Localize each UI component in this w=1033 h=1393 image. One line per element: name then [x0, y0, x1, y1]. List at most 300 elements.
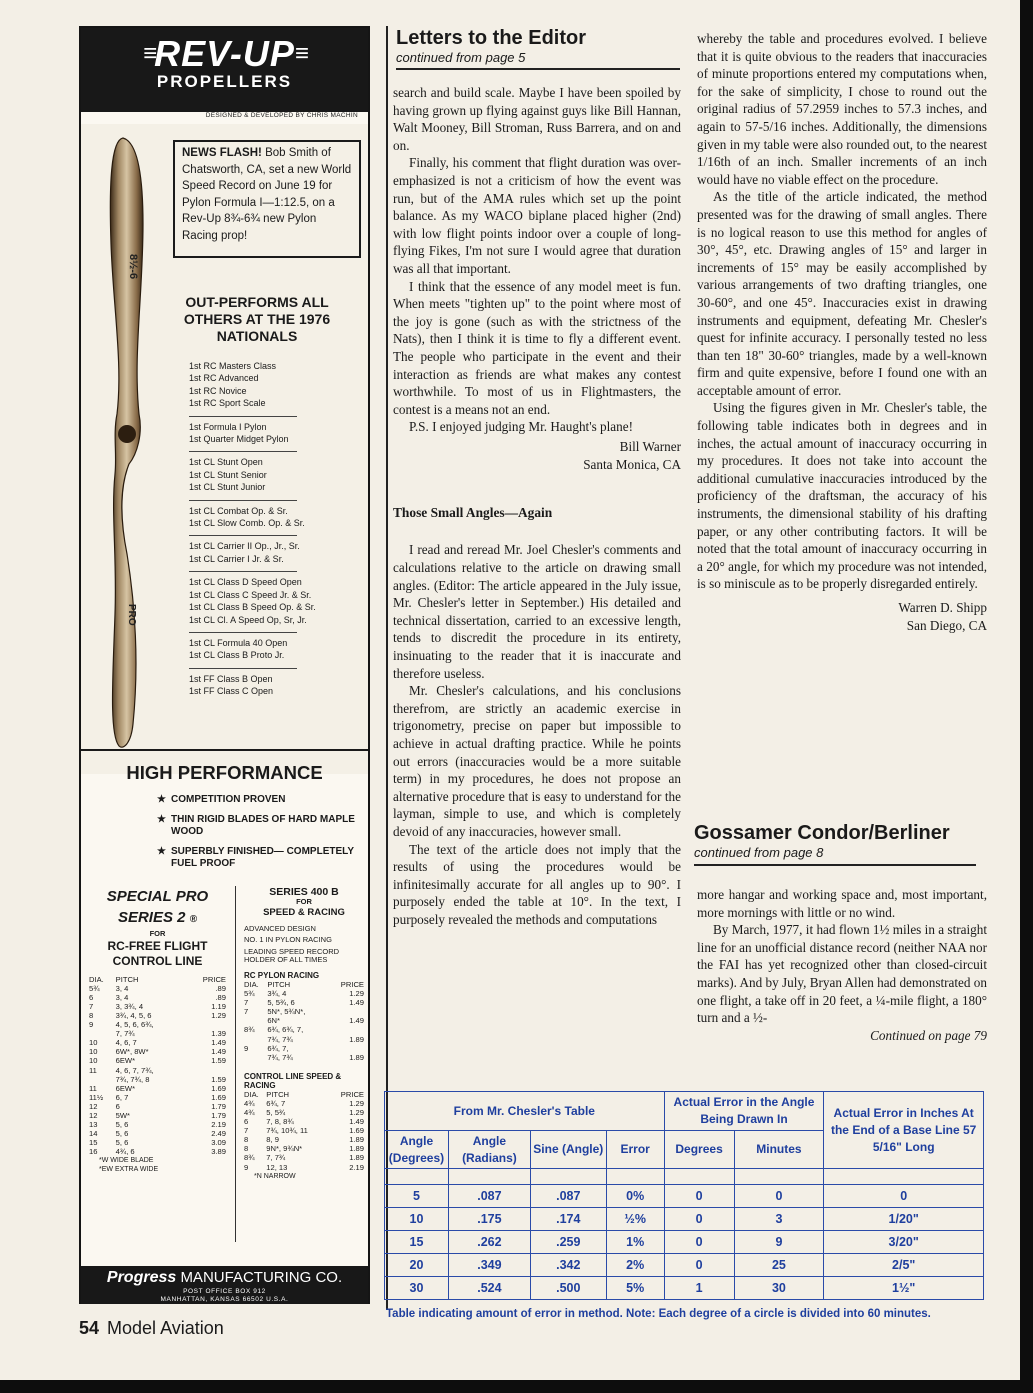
table-cell: 1.29: [349, 989, 364, 999]
table-cell: 7¾, 10¾, 11: [266, 1126, 308, 1136]
table-cell: 13: [89, 1120, 98, 1130]
award-group: [189, 669, 297, 704]
table-cell: 9: [244, 1043, 249, 1053]
table-cell: 6¾, 7: [266, 1098, 286, 1108]
company-name: Progress MANUFACTURING CO.: [106, 1269, 343, 1286]
price-row: [89, 1129, 226, 1138]
table-cell: [89, 1029, 116, 1038]
price-row: [244, 1117, 364, 1126]
table-cell: [244, 1016, 267, 1025]
table-cell: 5, 6: [115, 1138, 129, 1148]
award-item: 1st RC Masters Class: [189, 361, 277, 371]
propeller-engraving-bottom: PRO: [126, 604, 137, 626]
table-cell: 1.59: [211, 1056, 226, 1066]
table-cell: 5W*: [115, 1111, 130, 1120]
table-cell: .262: [448, 1231, 530, 1254]
price-row: [244, 998, 364, 1007]
table-cell: 7: [244, 998, 249, 1008]
table-cell: 7¾, 7¾: [267, 1052, 293, 1062]
award-item: 1st FF Class C Open: [189, 686, 274, 697]
table-cell: 1.89: [349, 1144, 364, 1154]
table-cell: 7, 7¾: [115, 1029, 135, 1039]
ad-divider: [81, 749, 368, 751]
group-header: Actual Error in Inches At the End of a Base Line 57 5/16" Long: [824, 1092, 984, 1169]
table-cell: 1.89: [349, 1135, 364, 1145]
special-pro-price-table: [89, 975, 226, 1157]
table-cell: 7¾, 7¾, 8: [115, 1074, 150, 1084]
table-cell: 10: [89, 1038, 98, 1048]
star-icon: ★: [157, 814, 166, 825]
magazine-name: Model Aviation: [107, 1318, 224, 1338]
column-header: Degrees: [664, 1131, 734, 1169]
table-cell: 16: [89, 1147, 98, 1157]
price-row: [89, 1147, 226, 1156]
special-pro-series: [89, 886, 226, 1174]
table-cell: 15: [385, 1231, 449, 1254]
price-row: [89, 1047, 226, 1056]
news-flash-heading: NEWS FLASH!: [182, 147, 262, 159]
table-header-row: DIA. PITCH PRICE: [244, 1089, 364, 1099]
gossamer-continued: continued from page 8: [694, 845, 824, 860]
registered-mark-icon: ®: [189, 914, 198, 925]
price-row: [89, 1084, 226, 1093]
series-400b-line: LEADING SPEED RECORD HOLDER OF ALL TIMES: [244, 946, 340, 965]
table-cell: 3: [734, 1208, 824, 1231]
ad-header: [81, 28, 368, 112]
table-cell: 6EW*: [115, 1056, 136, 1066]
table-cell: 14: [89, 1129, 98, 1139]
table-cell: 6: [89, 992, 94, 1002]
price-row: [244, 1053, 364, 1062]
award-item: 1st CL Stunt Junior: [189, 482, 266, 493]
rev-up-logo: ≡REV-UP≡: [143, 33, 306, 74]
price-row: [89, 1111, 226, 1120]
table-cell: 3.09: [211, 1138, 226, 1148]
column-header: Sine (Angle): [530, 1131, 606, 1169]
table-cell: .087: [530, 1185, 606, 1208]
control-line-price-table: [244, 1090, 364, 1172]
table-cell: 4, 5, 6, 6¾,: [115, 1020, 154, 1030]
paragraph: As the title of the article indicated, the method presented was for the drawing of small angles. There is no logical reason to use this method for angles of 30°, 45°, etc. Drawing angles of 15° and larger in increments of 15° may be easily accomplished by various arrangements of two drafting triangles, one 30-60°, and one 45°. Inaccuracies exist in drawing instruments and equipment, defeating Mr. Chesler's quest for infinite accuracy. I personally tested no less than ten 18" 30-60° triangles, made by a well-known firm and quite expensive, before I found one with an acceptable amount of error.: [697, 189, 987, 398]
table-cell: [184, 1020, 226, 1029]
table-cell: 5, 5¾: [266, 1108, 286, 1117]
table-cell: 6¾, 7,: [267, 1043, 289, 1053]
table-cell: [244, 1035, 267, 1044]
price-row: [89, 1075, 226, 1084]
table-cell: 8¾: [244, 1025, 255, 1035]
table-cell: 1.89: [349, 1153, 364, 1163]
table-cell: 11: [89, 1065, 97, 1075]
price-row: [244, 1099, 364, 1108]
paragraph: search and build scale. Maybe I have been spoiled by having grown up flying against guys like Bill Hannan, Walt Mooney, Bill Stroman, Russ Barrera, and on and on.: [393, 85, 681, 153]
table-cell: 1.49: [349, 1016, 364, 1026]
award-item: 1st Formula I Pylon: [189, 421, 267, 432]
table-cell: 1.39: [211, 1029, 226, 1039]
price-row: [89, 984, 226, 993]
table-cell: 1.49: [349, 1117, 364, 1127]
table-cell: 0: [664, 1208, 734, 1231]
table-cell: .259: [530, 1231, 606, 1254]
features-list: [157, 794, 357, 878]
gossamer-heading: [694, 822, 976, 866]
award-group: [189, 452, 297, 500]
series-400b-subtitle: SPEED & RACING: [263, 906, 345, 918]
table-cell: ½%: [606, 1208, 664, 1231]
continued-on: Continued on page 79: [870, 1027, 987, 1043]
table-cell: .89: [215, 983, 226, 993]
ad-upper-panel: [81, 124, 368, 774]
series-2-title: SERIES 2 ®: [117, 909, 198, 926]
price-row: [89, 1011, 226, 1020]
table-cell: 6, 7: [115, 1092, 129, 1102]
table-cell: 2.19: [211, 1120, 226, 1130]
price-row: [244, 1153, 364, 1162]
table-cell: 1.19: [211, 1001, 226, 1011]
paragraph: The text of the article does not imply that the results of using the procedures would be infinitesimally accurate for all angles up to 90°. I purposely ended the table at 10°. In the text, I purposely revealed the methods and computations: [393, 841, 681, 927]
table-cell: 1.69: [211, 1083, 226, 1093]
table-cell: 8: [244, 1135, 249, 1145]
table-cell: 7: [244, 1126, 249, 1136]
award-group: [189, 633, 297, 669]
letters-title: Letters to the Editor: [396, 27, 587, 49]
table-cell: 5¾: [89, 983, 100, 993]
price-row: [244, 1163, 364, 1172]
page-footer: [79, 1318, 224, 1339]
award-item: 1st Quarter Midget Pylon: [189, 434, 289, 445]
table-row: [385, 1208, 984, 1231]
table-cell: 0: [664, 1254, 734, 1277]
table-cell: 2/5": [824, 1254, 984, 1277]
award-item: 1st CL Combat Op. & Sr.: [189, 505, 288, 516]
table-cell: 7, 8, 8¾: [266, 1117, 294, 1127]
paragraph: Finally, his comment that flight duration was over-emphasized is not a criticism of how the event was run, but of the AMA rules which set up the point balance. As my WACO biplane placed higher (2nd) with low flight points indoor over a couple of long-flying Fikes, I'm not sure I would agree that duration was all that important.: [393, 155, 681, 276]
series-400b-for: FOR: [296, 897, 312, 906]
table-cell: 12, 13: [266, 1162, 288, 1172]
feature-item: ★ THIN RIGID BLADES OF HARD MAPLE WOOD: [157, 814, 355, 837]
price-row: [89, 1093, 226, 1102]
price-row: [244, 1135, 364, 1144]
high-performance-heading: HIGH PERFORMANCE: [126, 762, 323, 783]
award-item: 1st CL Slow Comb. Op. & Sr.: [189, 518, 305, 529]
award-item: 1st CL Cl. A Speed Op, Sr, Jr.: [189, 614, 307, 625]
narrow-note: *N NARROW: [254, 1172, 296, 1180]
table-cell: 1%: [606, 1231, 664, 1254]
company-city: MANHATTAN, KANSAS 66502 U.S.A.: [160, 1296, 289, 1303]
table-cell: 1.89: [349, 1034, 364, 1044]
table-cell: 30: [385, 1277, 449, 1300]
table-cell: 9: [89, 1020, 94, 1030]
table-cell: 7: [244, 1007, 249, 1017]
special-pro-title: SPECIAL PRO: [106, 888, 209, 905]
series-400b: [235, 886, 364, 1242]
error-table: [384, 1091, 984, 1300]
awards-list: [189, 356, 349, 704]
table-cell: 4, 6, 7: [115, 1038, 137, 1048]
table-row: [385, 1185, 984, 1208]
table-cell: 0: [664, 1231, 734, 1254]
award-item: 1st CL Class D Speed Open: [189, 577, 302, 588]
table-cell: [89, 1075, 116, 1084]
price-row: [244, 989, 364, 998]
gossamer-title: Gossamer Condor/Berliner: [694, 822, 950, 844]
table-cell: 5, 6: [115, 1120, 129, 1130]
table-cell: 0: [664, 1185, 734, 1208]
paragraph: I read and reread Mr. Joel Chesler's comments and calculations relative to the article on drawing small angles. (Editor: The article appeared in the July issue, Mr. Chesler's letter in September.) His detailed and technical dissertation, carried to an excessive length, tends to discredit the procedure in its entirety, insinuating to the reader that it is inaccurate and therefore useless.: [393, 542, 681, 681]
group-header: From Mr. Chesler's Table: [385, 1092, 665, 1131]
table-cell: 6W*, 8W*: [115, 1047, 149, 1057]
table-cell: 1.49: [211, 1038, 226, 1048]
price-row: [89, 1038, 226, 1047]
price-row: [89, 1120, 226, 1129]
column-header: Angle (Degrees): [385, 1131, 449, 1169]
group-header: Actual Error in the Angle Being Drawn In: [664, 1092, 824, 1131]
paragraph: By March, 1977, it had flown 1½ miles in a straight line for an unofficial distance record (neither NAA nor the FAI has yet recognized other than closed-circuit marks). And by July, Bryan Allen had demonstrated on one flight, a take off in 20 feet, a ¼-mile flight, a 180° turn and a ½-: [697, 922, 987, 1026]
table-cell: 3, 4: [115, 983, 129, 993]
award-item: 1st CL Class C Speed Jr. & Sr.: [189, 589, 312, 600]
price-row: [89, 1020, 226, 1029]
table-cell: 7: [89, 1001, 94, 1011]
table-cell: 3/20": [824, 1231, 984, 1254]
table-cell: 3.89: [211, 1147, 226, 1157]
table-cell: 0%: [606, 1185, 664, 1208]
special-pro-subtitle: RC-FREE FLIGHT CONTROL LINE: [107, 938, 208, 968]
propeller-hub: [118, 425, 136, 443]
company-address: POST OFFICE BOX 912: [183, 1288, 266, 1295]
table-cell: [327, 1044, 364, 1053]
price-row: [244, 1108, 364, 1117]
table-cell: 5¾: [244, 989, 255, 999]
feature-item: ★ COMPETITION PROVEN: [157, 794, 286, 805]
table-cell: .349: [448, 1254, 530, 1277]
award-item: 1st CL Formula 40 Open: [189, 637, 288, 648]
table-cell: 6¾, 6¾, 7,: [267, 1025, 304, 1035]
column-header: Error: [606, 1131, 664, 1169]
award-item: 1st CL Stunt Senior: [189, 469, 267, 480]
table-cell: 3, 4: [115, 992, 129, 1002]
table-cell: 6: [115, 1101, 120, 1111]
table-cell: 9: [734, 1231, 824, 1254]
table-cell: 5, 5¾, 6: [267, 998, 295, 1008]
paragraph: P.S. I enjoyed judging Mr. Haught's plane!: [409, 419, 633, 435]
table-cell: 1.29: [211, 1010, 226, 1020]
rev-up-advertisement: [79, 26, 370, 1304]
table-cell: 3¾, 4: [267, 989, 287, 999]
table-cell: .500: [530, 1277, 606, 1300]
paragraph: whereby the table and procedures evolved. I believe that it is quite obvious to the readers that inaccuracies of minute proportions entered my computations when, for the sake of simplicity, I chose to round out the original radius of 57.2959 inches to 57.3 inches, and again to 57-5/16 inches. Additionally, the dimensions given in my table were also rounded out, to the nearest 1/16th of an inch. Smaller increments of an inch would have no viable effect on the procedure.: [697, 31, 987, 187]
letters-continued: continued from page 5: [396, 50, 526, 65]
table-cell: 6EW*: [115, 1083, 136, 1093]
page-number: 54: [79, 1318, 100, 1338]
feature-item: ★ SUPERBLY FINISHED— COMPLETELY FUEL PROOF: [157, 846, 354, 869]
table-cell: 1.49: [349, 998, 364, 1008]
price-row: [89, 1138, 226, 1147]
table-cell: 8, 9: [266, 1135, 279, 1145]
award-item: 1st CL Class B Proto Jr.: [189, 650, 285, 661]
award-item: 1st FF Class B Open: [189, 673, 273, 684]
table-cell: 2.49: [211, 1129, 226, 1139]
table-row: [385, 1231, 984, 1254]
table-cell: .342: [530, 1254, 606, 1277]
table-cell: 1/20": [824, 1208, 984, 1231]
award-item: 1st CL Stunt Open: [189, 457, 263, 468]
table-cell: 1.69: [349, 1126, 364, 1136]
table-cell: 3, 3¾, 4: [115, 1001, 144, 1011]
price-row: [89, 1066, 226, 1075]
table-cell: 9N*, 9¾N*: [266, 1144, 303, 1154]
table-cell: 8¾: [244, 1153, 255, 1163]
propeller-illustration: [93, 134, 163, 754]
table-cell: .89: [215, 992, 226, 1002]
table-cell: [184, 1066, 226, 1075]
signature-place: San Diego, CA: [906, 618, 987, 633]
table-cell: 12: [89, 1101, 98, 1111]
price-row: [244, 1126, 364, 1135]
price-row: [89, 1056, 226, 1065]
rc-pylon-price-table: [244, 980, 364, 1062]
news-flash-text: Bob Smith of Chatsworth, CA, set a new World Speed Record on June 19 for Pylon Formula I—1:12.5, on a Rev-Up 8¾-6¾ new Pylon Racing prop!: [182, 147, 352, 242]
table-cell: 6N*: [267, 1016, 280, 1026]
spacer-row: [385, 1169, 984, 1185]
table-cell: 1.59: [211, 1074, 226, 1084]
table-cell: 7, 7¾: [266, 1153, 286, 1163]
table-cell: 6: [244, 1117, 249, 1127]
table-cell: 5%: [606, 1277, 664, 1300]
table-header-row: DIA. PITCH PRICE: [89, 974, 226, 984]
table-cell: 5: [385, 1185, 449, 1208]
paragraph: Using the figures given in Mr. Chesler's table, the following table indicates both in degrees and in inches, the actual amount of inaccuracy occurring in my procedures. It does not take into account the additional cumulative inaccuracies introduced by the proficiency of the draftsman, the accuracy of his instruments, the dimensional stability of his drafting paper, or any other contributing factors. It will be noted that the total amount of inaccuracy occurring in a 20° angle, for which my procedure was not intended, is so miniscule as to be properly disregarded entirely.: [697, 400, 987, 592]
table-cell: 10: [385, 1208, 449, 1231]
award-group: [189, 536, 300, 572]
table-group-header-row: [385, 1092, 984, 1131]
price-row: [244, 1035, 364, 1044]
paragraph: I think that the essence of any model meet is fun. When meets "tighten up" to the point where most of the joy is gone (such as with the strictness of the Nats), then I think it is time to fly a different event. The people who participate in the event and their interaction as friends are what makes any contest worthwhile. To most of us in Flightmasters, the contest is a means not an end.: [393, 278, 681, 417]
control-line-heading: CONTROL LINE SPEED & RACING: [244, 1071, 342, 1090]
table-cell: 4¾: [244, 1098, 255, 1108]
table-row: [385, 1254, 984, 1277]
price-row: [89, 993, 226, 1002]
table-cell: 10: [89, 1047, 98, 1057]
table-cell: 1: [664, 1277, 734, 1300]
star-icon: ★: [157, 846, 166, 857]
price-row: [244, 1016, 364, 1025]
price-row: [244, 1025, 364, 1034]
table-cell: 1.29: [349, 1108, 364, 1117]
column-header: Minutes: [734, 1131, 824, 1169]
column-header: Angle (Radians): [448, 1131, 530, 1169]
letters-column-2: [697, 30, 987, 635]
error-table-block: [384, 1091, 984, 1323]
table-cell: 4¾, 6: [115, 1147, 135, 1157]
wide-blade-note: *W WIDE BLADE: [99, 1157, 154, 1165]
series-400b-line: NO. 1 IN PYLON RACING: [244, 935, 332, 945]
table-cell: 1.69: [211, 1092, 226, 1102]
price-lists: [89, 886, 364, 1264]
table-cell: 15: [89, 1138, 98, 1148]
table-caption: Table indicating amount of error in method. Note: Each degree of a circle is divided into 60 minutes.: [386, 1308, 931, 1320]
table-cell: 25: [734, 1254, 824, 1277]
table-cell: 3¾, 4, 5, 6: [115, 1010, 152, 1020]
news-flash-box: [173, 140, 361, 258]
award-item: 1st CL Carrier II Op., Jr., Sr.: [189, 541, 300, 552]
propeller-engraving-top: 8½-6: [127, 254, 139, 280]
extra-wide-note: *EW EXTRA WIDE: [99, 1166, 159, 1174]
progress-manufacturing-banner: [81, 1266, 368, 1304]
table-cell: 4, 6, 7, 7¾,: [115, 1065, 154, 1075]
price-row: [244, 1144, 364, 1153]
price-row: [89, 1002, 226, 1011]
special-pro-for: FOR: [149, 929, 166, 938]
table-cell: 1.29: [349, 1098, 364, 1108]
award-group: [189, 572, 316, 633]
table-cell: [327, 1007, 364, 1016]
star-icon: ★: [157, 794, 166, 805]
table-cell: 12: [89, 1111, 98, 1120]
award-item: 1st RC Advanced: [189, 373, 259, 384]
table-cell: 1.79: [211, 1101, 226, 1111]
table-cell: 5N*, 5¾N*,: [267, 1007, 306, 1017]
price-row: [89, 1029, 226, 1038]
paragraph: more hangar and working space and, most important, more mornings with little or no wind.: [697, 887, 987, 920]
table-cell: 8: [244, 1144, 249, 1154]
series-400b-title: SERIES 400 B: [269, 886, 339, 898]
award-item: 1st RC Novice: [189, 385, 247, 396]
table-cell: 1.49: [211, 1047, 226, 1057]
price-row: [89, 1102, 226, 1111]
letters-column-1: [393, 84, 681, 929]
award-group: [189, 356, 297, 417]
table-cell: 1.79: [211, 1111, 226, 1120]
table-header-row: DIA. PITCH PRICE: [244, 979, 364, 989]
award-item: 1st CL Class B Speed Op. & Sr.: [189, 602, 316, 613]
signature-name: Bill Warner: [619, 438, 681, 454]
signature-name: Warren D. Shipp: [898, 600, 987, 615]
series-400b-line: ADVANCED DESIGN: [244, 923, 316, 933]
signature-place: Santa Monica, CA: [583, 456, 681, 472]
award-group: [189, 417, 297, 453]
rc-pylon-heading: RC PYLON RACING: [244, 970, 320, 980]
table-cell: 20: [385, 1254, 449, 1277]
table-cell: 5, 6: [115, 1129, 129, 1139]
table-cell: .524: [448, 1277, 530, 1300]
gossamer-column: [697, 886, 987, 1044]
award-item: 1st RC Sport Scale: [189, 398, 266, 409]
table-cell: 1.89: [349, 1052, 364, 1062]
price-row: [244, 1044, 364, 1053]
table-cell: 11½: [89, 1092, 104, 1102]
outperforms-heading: OUT-PERFORMS ALL OTHERS AT THE 1976 NATIONALS: [183, 294, 331, 344]
table-cell: .087: [448, 1185, 530, 1208]
table-cell: 0: [734, 1185, 824, 1208]
table-cell: 1½": [824, 1277, 984, 1300]
table-cell: [327, 1025, 364, 1034]
designer-credit: DESIGNED & DEVELOPED BY CHRIS MACHIN: [205, 112, 358, 119]
table-cell: 2.19: [349, 1162, 364, 1172]
table-cell: 10: [89, 1056, 98, 1066]
table-cell: 0: [824, 1185, 984, 1208]
award-group: [189, 501, 305, 537]
table-cell: 8: [89, 1010, 94, 1020]
table-row: [385, 1277, 984, 1300]
table-cell: 11: [89, 1083, 97, 1093]
table-cell: 30: [734, 1277, 824, 1300]
paragraph: Mr. Chesler's calculations, and his conclusions therefrom, are strictly an academic exercise in trigonometry, precise on paper but impossible to achieve in actual drafting practice. While he points out errors (inaccuracies would be a more suitable term) in my procedures, he does not propose an alternative procedure that is easy to understand for the layman, simple to use, and which is completely devoid of any inaccuracies, however small.: [393, 683, 681, 839]
table-cell: [244, 1053, 267, 1062]
logo-subtitle: PROPELLERS: [156, 72, 293, 91]
table-cell: 7¾, 7¾: [267, 1034, 293, 1044]
table-cell: 2%: [606, 1254, 664, 1277]
table-cell: 4¾: [244, 1108, 255, 1117]
award-item: 1st CL Carrier I Jr. & Sr.: [189, 553, 284, 564]
